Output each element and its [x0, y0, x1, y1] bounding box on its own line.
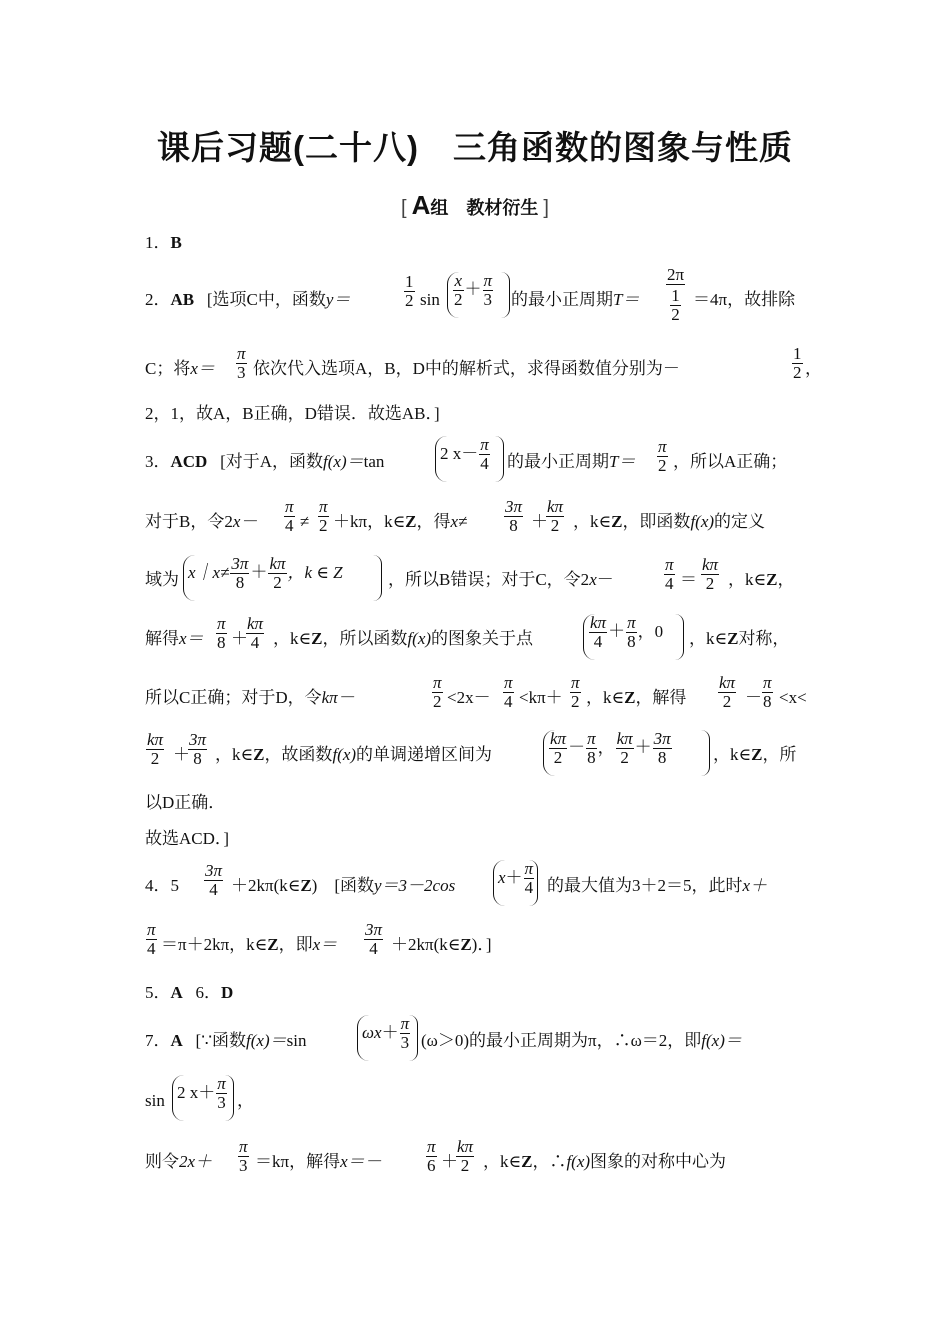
answer-5-6: 5．A 6．D — [145, 983, 234, 1002]
group-letter: A — [411, 190, 431, 220]
group-label: 组 教材衍生 — [430, 198, 539, 218]
answer-7-line-1: 7．A [∵函数f(x)＝sin ωx＋ $\frac{\pi}{3}$ (ω＞0)的最小正周期为π，∴ω＝2，即f(x)＝ — [145, 1012, 810, 1068]
answer-3-line-4: 解得x＝ $\frac{\pi}{8}$ ＋ $\frac{k\pi}{4}$ ，k∈Z，所以函数f(x)的图象关于点 $\frac{k\pi}{4}$ ＋ $\frac{\pi}{8}$ ，0 ，k∈Z对称， — [145, 614, 810, 666]
group-heading — [0, 190, 950, 221]
answer-2-line-2: C；将x＝ $\frac{\pi}{3}$ 依次代入选项A，B，D中的解析式，求得函数值分别为－ $\frac{1}{2}$ ， — [145, 344, 822, 382]
answer-3-line-5: 所以C正确；对于D，令kπ－ $\frac{\pi}{2}$ <2x－ $\frac{\pi}{4}$ <kπ＋ $\frac{\pi}{2}$ ，k∈Z，解得 $\frac{k\pi}{2}$ － $\frac{\pi}{8}$ <x< — [145, 673, 807, 711]
answer-7-line-2: sin 2 x＋ $\frac{\pi}{3}$ ， — [145, 1072, 810, 1128]
answer-3-line-8: 故选ACD．] — [145, 829, 230, 848]
bracket-open: [ — [401, 197, 407, 219]
answer-3-line-2: 对于B，令2x－ $\frac{\pi}{4}$ ≠ $\frac{\pi}{2}$ ＋kπ，k∈Z，得x≠ $\frac{3\pi}{8}$ ＋ $\frac{k\pi}{2}$ ，k∈Z，即函数f(x)的定义 — [145, 497, 766, 535]
answer-4-line-1: 4．5 $\frac{3\pi}{4}$ ＋2kπ(k∈Z) [函数y＝3－2cos x＋ $\frac{\pi}{4}$ 的最大值为3＋2＝5，此时x＋ — [145, 860, 810, 912]
answer-1: 1．B — [145, 233, 182, 252]
answer-4-line-2: $\frac{\pi}{4}$ ＝π＋2kπ，k∈Z，即x＝ $\frac{3\pi}{4}$ ＋2kπ(k∈Z)．] — [147, 920, 492, 958]
answer-3-line-3: 域为 x｜x≠ $\frac{3\pi}{8}$ ＋ $\frac{k\pi}{2}$ ，k ∈ Z ，所以B错误；对于C，令2x－ $\frac{\pi}{4}$ ＝ $\frac{k\pi}{2}$ ，k∈Z， — [145, 555, 810, 607]
answer-7-line-3: 则令2x＋ $\frac{\pi}{3}$ ＝kπ，解得x＝－ $\frac{\pi}{6}$ ＋ $\frac{k\pi}{2}$ ，k∈Z，∴f(x)图象的对称中心为 — [145, 1137, 727, 1175]
answer-3-line-7: 以D正确． — [145, 793, 226, 812]
answer-3-line-6: $\frac{k\pi}{2}$ ＋ $\frac{3\pi}{8}$ ，k∈Z，故函数f(x)的单调递增区间为 $\frac{k\pi}{2}$ － $\frac{\pi}{8}$ ， $\frac{k\pi}{2}$ ＋ $\frac{3\pi}{8}$ ，k∈Z，所 — [145, 730, 810, 782]
bracket-close: ] — [543, 197, 549, 219]
answer-2-line-3: 2，1，故A，B正确，D错误．故选AB．] — [145, 404, 440, 423]
page-title: 课后习题(二十八) 三角函数的图象与性质 — [157, 129, 793, 166]
answer-2-line-1: 2．AB [选项C中，函数y＝ $\frac{1}{2}$ sin $\frac{x}{2}$ ＋ $\frac{\pi}{3}$ 的最小正周期T＝ $\frac{2\pi}{\frac{1}{2}}$ ＝4π，故排除 — [145, 265, 796, 324]
answer-3-line-1: 3．ACD [对于A，函数f(x)＝tan 2 x－ $\frac{\pi}{4}$ 的最小正周期T＝ $\frac{\pi}{2}$ ，所以A正确； — [145, 436, 810, 488]
